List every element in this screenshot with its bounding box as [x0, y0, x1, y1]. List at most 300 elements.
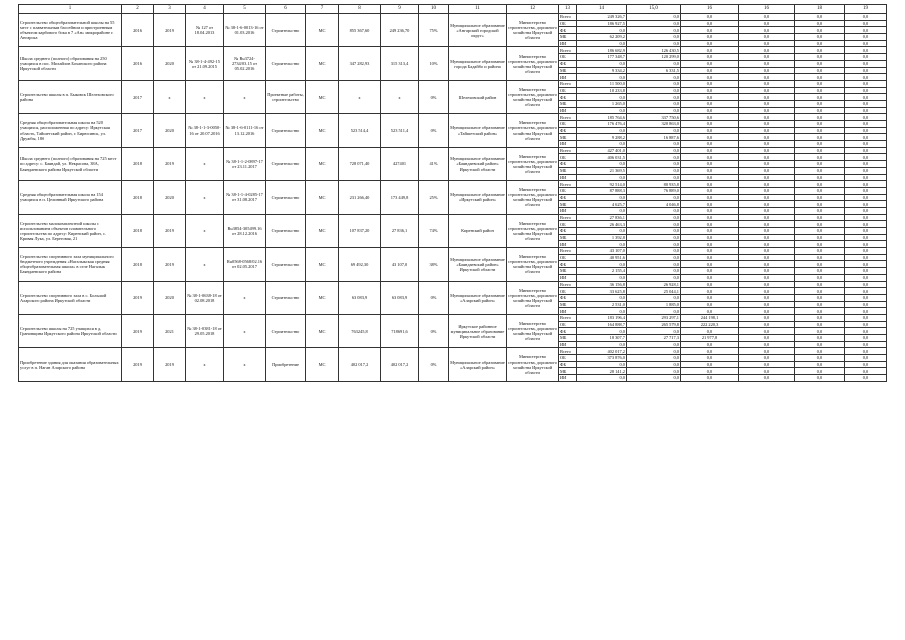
- document-page: [18, 4, 886, 382]
- project-name: Школа среднего (полного) образования на 725 мест по адресу: с. Баяндай, ул. Некрасова, 38А, Баяндаевского района Иркутской области: [19, 147, 122, 180]
- funding-value: 0,0: [795, 281, 845, 288]
- funding-value: 0,0: [795, 27, 845, 34]
- start-year: 2018: [122, 214, 154, 247]
- remaining-cost: х: [381, 80, 419, 113]
- funding-value: 0,0: [681, 207, 739, 214]
- funding-source: ФБ: [559, 228, 577, 235]
- funding-value: 0,0: [681, 174, 739, 181]
- building-permit: Ru3854-305499.16 от 28.12.2016: [224, 214, 266, 247]
- funding-value: 0,0: [681, 288, 739, 295]
- funding-value: 0,0: [845, 228, 887, 235]
- funding-value: 0,0: [845, 288, 887, 295]
- remaining-cost: 173 449,8: [381, 181, 419, 214]
- funding-value: 0,0: [681, 127, 739, 134]
- funding-value: 0,0: [681, 114, 739, 121]
- building-permit: № 38-1-6-0111-16 от 13.12.2016: [224, 114, 266, 147]
- funding-value: 28 141,2: [577, 368, 627, 375]
- funding-value: 0,0: [845, 361, 887, 368]
- funding-value: 0,0: [845, 254, 887, 261]
- funding-value: 0,0: [845, 94, 887, 101]
- customer-name: Муниципальное образование «Тайшетский район»: [449, 114, 507, 147]
- funding-value: 0,0: [627, 100, 681, 107]
- funding-source: ИИ: [559, 341, 577, 348]
- funding-value: 0,0: [681, 74, 739, 81]
- estimated-cost: 107 837,20: [339, 214, 381, 247]
- ownership: МС: [306, 47, 339, 80]
- funding-value: 0,0: [845, 134, 887, 141]
- funding-value: 0,0: [795, 141, 845, 148]
- funding-value: 1 885,0: [627, 301, 681, 308]
- funding-value: 0,0: [681, 361, 739, 368]
- funding-value: 0,0: [795, 107, 845, 114]
- building-permit: № 38-1-1-2-0897-17 от 23.11.2017: [224, 147, 266, 180]
- funding-value: 0,0: [627, 368, 681, 375]
- funding-value: 0,0: [681, 214, 739, 221]
- funding-value: 0,0: [739, 294, 795, 301]
- funding-value: 4 625,7: [577, 201, 627, 208]
- funding-value: 0,0: [739, 321, 795, 328]
- funding-value: 0,0: [739, 141, 795, 148]
- funding-source: МБ: [559, 234, 577, 241]
- remaining-cost: 427401: [381, 147, 419, 180]
- funding-value: 0,0: [681, 181, 739, 188]
- funding-value: 0,0: [627, 141, 681, 148]
- work-type: Строительство: [266, 14, 306, 47]
- funding-source: ОБ: [559, 54, 577, 61]
- column-number-row: [19, 5, 887, 14]
- funding-value: 0,0: [681, 54, 739, 61]
- funding-value: 0,0: [845, 141, 887, 148]
- funding-value: 177 348,7: [577, 54, 627, 61]
- expertise-doc: х: [186, 214, 224, 247]
- funding-value: 0,0: [577, 174, 627, 181]
- funding-value: 0,0: [795, 301, 845, 308]
- work-type: Приобретение: [266, 348, 306, 381]
- funding-value: 0,0: [739, 214, 795, 221]
- funding-value: 0,0: [795, 288, 845, 295]
- column-number-cell: 14: [577, 5, 627, 14]
- funding-value: 0,0: [845, 40, 887, 47]
- funding-value: 337 750,6: [627, 114, 681, 121]
- funding-value: 0,0: [627, 14, 681, 21]
- responsible-ministry: Министерство строительства, дорожного хозяйства Иркутской области: [507, 147, 559, 180]
- funding-value: 0,0: [795, 60, 845, 67]
- funding-source: ФБ: [559, 294, 577, 301]
- funding-value: 406 031,5: [577, 154, 627, 161]
- funding-value: 87 888,3: [577, 187, 627, 194]
- funding-value: 0,0: [739, 121, 795, 128]
- funding-value: 0,0: [739, 94, 795, 101]
- column-number-cell: 1: [19, 5, 122, 14]
- funding-value: 0,0: [845, 328, 887, 335]
- column-number-cell: 2: [122, 5, 154, 14]
- readiness-percent: 38%: [419, 248, 449, 281]
- funding-source: Всего: [559, 47, 577, 54]
- funding-value: 0,0: [627, 375, 681, 382]
- funding-value: 0,0: [739, 174, 795, 181]
- funding-value: 244 198,1: [681, 314, 739, 321]
- building-permit: № 38-1-1-4-0285-17 от 31.08.2017: [224, 181, 266, 214]
- responsible-ministry: Министерство строительства, дорожного хозяйства Иркутской области: [507, 80, 559, 113]
- funding-value: 0,0: [627, 248, 681, 255]
- end-year: 2019: [154, 14, 186, 47]
- funding-value: 402 017,2: [577, 348, 627, 355]
- building-permit: № Ru3724-2734/03.15 от 05.02.2016: [224, 47, 266, 80]
- ownership: МС: [306, 147, 339, 180]
- responsible-ministry: Министерство строительства, дорожного хозяйства Иркутской области: [507, 181, 559, 214]
- funding-value: 0,0: [627, 341, 681, 348]
- funding-value: 0,0: [845, 107, 887, 114]
- funding-source: Всего: [559, 147, 577, 154]
- funding-source: ФБ: [559, 194, 577, 201]
- remaining-cost: 402 017,2: [381, 348, 419, 381]
- estimated-cost: 763245,8: [339, 314, 381, 347]
- building-permit: х: [224, 348, 266, 381]
- project-name: Строительство малокомплектной школы с использованием объектов плавательного строительства по адресу: Киренский район, с. Кривая Лука, ул. Береговая, 21: [19, 214, 122, 247]
- funding-value: 0,0: [681, 228, 739, 235]
- table-row: [19, 47, 887, 54]
- project-name: Строительство спортивного зала в с. Большой Аларского района Иркутской области: [19, 281, 122, 314]
- funding-value: 0,0: [681, 94, 739, 101]
- customer-name: Муниципальное образование «Иркутский район»: [449, 181, 507, 214]
- funding-value: 0,0: [845, 294, 887, 301]
- funding-value: 0,0: [627, 355, 681, 362]
- project-name: Средняя общеобразовательная школа на 154 учащихся в п. Целинный Иркутского района: [19, 181, 122, 214]
- start-year: 2018: [122, 248, 154, 281]
- funding-value: 0,0: [845, 234, 887, 241]
- funding-value: 0,0: [739, 167, 795, 174]
- customer-name: Муниципальное образование «Баяндаевский район» Иркутской области: [449, 248, 507, 281]
- project-name: Строительство школы на 725 учащихся в д. Грановщина Иркутского района Иркутской области: [19, 314, 122, 347]
- funding-value: 0,0: [795, 181, 845, 188]
- funding-source: ОБ: [559, 187, 577, 194]
- responsible-ministry: Министерство строительства, дорожного хозяйства Иркутской области: [507, 114, 559, 147]
- funding-value: 0,0: [795, 87, 845, 94]
- funding-source: ОБ: [559, 121, 577, 128]
- funding-value: 0,0: [845, 321, 887, 328]
- expertise-doc: № 38-1-4-492-15 от 21.09.2015: [186, 47, 224, 80]
- funding-value: 0,0: [577, 228, 627, 235]
- end-year: 2019: [154, 348, 186, 381]
- funding-value: 0,0: [681, 261, 739, 268]
- funding-value: 0,0: [795, 127, 845, 134]
- funding-source: Всего: [559, 248, 577, 255]
- funding-value: 0,0: [845, 27, 887, 34]
- responsible-ministry: Министерство строительства, дорожного хозяйства Иркутской области: [507, 14, 559, 47]
- funding-value: 1 392,8: [577, 234, 627, 241]
- funding-value: 36 156,8: [577, 281, 627, 288]
- funding-value: 0,0: [627, 221, 681, 228]
- customer-name: Муниципальное образование города Бадайбо и района: [449, 47, 507, 80]
- readiness-percent: 74%: [419, 214, 449, 247]
- funding-source: ИИ: [559, 141, 577, 148]
- funding-value: 0,0: [681, 107, 739, 114]
- funding-source: МБ: [559, 67, 577, 74]
- funding-value: 80 935,8: [627, 181, 681, 188]
- funding-value: 0,0: [739, 234, 795, 241]
- table-row: [19, 248, 887, 255]
- funding-value: 0,0: [681, 254, 739, 261]
- funding-value: 0,0: [681, 167, 739, 174]
- funding-value: 0,0: [845, 174, 887, 181]
- funding-value: 0,0: [681, 27, 739, 34]
- funding-value: 0,0: [795, 241, 845, 248]
- funding-value: 0,0: [627, 147, 681, 154]
- funding-value: 0,0: [739, 268, 795, 275]
- funding-value: 0,0: [681, 268, 739, 275]
- remaining-cost: 523 511,4: [381, 114, 419, 147]
- table-row: [19, 214, 887, 221]
- column-number-cell: 7: [306, 5, 339, 14]
- funding-value: 164 888,7: [577, 321, 627, 328]
- column-number-cell: 13: [559, 5, 577, 14]
- funding-value: 0,0: [795, 80, 845, 87]
- funding-value: 0,0: [681, 161, 739, 168]
- funding-value: 0,0: [739, 201, 795, 208]
- funding-source: ОБ: [559, 254, 577, 261]
- expertise-doc: х: [186, 147, 224, 180]
- funding-value: 0,0: [845, 314, 887, 321]
- readiness-percent: 0%: [419, 80, 449, 113]
- funding-value: 0,0: [681, 348, 739, 355]
- ownership: МС: [306, 14, 339, 47]
- end-year: 2020: [154, 47, 186, 80]
- funding-value: 0,0: [795, 328, 845, 335]
- funding-source: ОБ: [559, 154, 577, 161]
- column-number-cell: 6: [266, 5, 306, 14]
- funding-value: 0,0: [739, 14, 795, 21]
- estimated-cost: 69 492,30: [339, 248, 381, 281]
- funding-value: 0,0: [681, 294, 739, 301]
- funding-value: 0,0: [795, 234, 845, 241]
- work-type: Строительство: [266, 281, 306, 314]
- funding-value: 0,0: [681, 187, 739, 194]
- funding-value: 0,0: [795, 228, 845, 235]
- remaining-cost: 315 313,4: [381, 47, 419, 80]
- building-permit: х: [224, 314, 266, 347]
- funding-value: 126 430,5: [627, 47, 681, 54]
- funding-value: 0,0: [739, 127, 795, 134]
- funding-source: МБ: [559, 34, 577, 41]
- ownership: МС: [306, 214, 339, 247]
- funding-value: 0,0: [795, 67, 845, 74]
- estimated-cost: 63 083,9: [339, 281, 381, 314]
- responsible-ministry: Министерство строительства, дорожного хозяйства Иркутской области: [507, 348, 559, 381]
- end-year: 2021: [154, 314, 186, 347]
- funding-value: 0,0: [577, 127, 627, 134]
- funding-value: 0,0: [845, 341, 887, 348]
- funding-value: 373 876,0: [577, 355, 627, 362]
- funding-value: 0,0: [739, 248, 795, 255]
- funding-value: 0,0: [627, 161, 681, 168]
- funding-value: 0,0: [845, 161, 887, 168]
- end-year: х: [154, 80, 186, 113]
- funding-value: 0,0: [739, 261, 795, 268]
- funding-value: 0,0: [795, 20, 845, 27]
- funding-value: 0,0: [739, 54, 795, 61]
- end-year: 2019: [154, 147, 186, 180]
- funding-value: 0,0: [577, 161, 627, 168]
- funding-value: 0,0: [845, 47, 887, 54]
- funding-value: 0,0: [739, 221, 795, 228]
- funding-value: 0,0: [795, 214, 845, 221]
- funding-value: 27 836,1: [577, 214, 627, 221]
- funding-value: 0,0: [795, 248, 845, 255]
- funding-value: 0,0: [627, 60, 681, 67]
- remaining-cost: 43 107,0: [381, 248, 419, 281]
- funding-value: 0,0: [739, 375, 795, 382]
- column-number-cell: 18: [795, 5, 845, 14]
- funding-value: 0,0: [681, 301, 739, 308]
- funding-source: ОБ: [559, 321, 577, 328]
- column-number-cell: 4: [186, 5, 224, 14]
- work-type: Проектные работы, строительство: [266, 80, 306, 113]
- funding-value: 0,0: [845, 54, 887, 61]
- funding-value: 0,0: [795, 94, 845, 101]
- funding-value: 76 889,0: [627, 187, 681, 194]
- funding-source: МБ: [559, 167, 577, 174]
- funding-value: 0,0: [577, 341, 627, 348]
- ownership: МС: [306, 114, 339, 147]
- funding-value: 9 288,2: [577, 134, 627, 141]
- building-permit: № 38-1-6-0013-16 от 01.03.2016: [224, 14, 266, 47]
- project-name: Строительство общеобразовательной школы на 55 мест с плавательным бассейном и пристроенным объектом карбового бока в 7 «Ан» микрорайоне г. Ангарска: [19, 14, 122, 47]
- funding-value: 0,0: [577, 60, 627, 67]
- responsible-ministry: Министерство строительства, дорожного хозяйства Иркутской области: [507, 281, 559, 314]
- readiness-percent: 0%: [419, 348, 449, 381]
- funding-source: МБ: [559, 368, 577, 375]
- column-number-cell: 16: [739, 5, 795, 14]
- funding-value: 0,0: [627, 207, 681, 214]
- funding-value: 0,0: [627, 274, 681, 281]
- funding-value: 0,0: [577, 328, 627, 335]
- funding-value: 0,0: [627, 74, 681, 81]
- funding-source: Всего: [559, 314, 577, 321]
- funding-source: Всего: [559, 114, 577, 121]
- funding-value: 0,0: [845, 201, 887, 208]
- funding-value: 0,0: [795, 174, 845, 181]
- funding-source: ФБ: [559, 127, 577, 134]
- column-number-cell: 5: [224, 5, 266, 14]
- project-name: Средняя общеобразовательная школа на 520 учащихся, расположенная по адресу: Иркутская область, Тайшетский район, г. Бирюсинск, ул. Дружбы, 18б: [19, 114, 122, 147]
- funding-value: 0,0: [845, 241, 887, 248]
- funding-value: 0,0: [739, 134, 795, 141]
- funding-value: 0,0: [577, 27, 627, 34]
- ownership: МС: [306, 248, 339, 281]
- funding-value: 0,0: [739, 60, 795, 67]
- work-type: Строительство: [266, 181, 306, 214]
- readiness-percent: 10%: [419, 47, 449, 80]
- funding-value: 0,0: [739, 100, 795, 107]
- funding-value: 0,0: [795, 314, 845, 321]
- funding-value: 0,0: [845, 74, 887, 81]
- end-year: 2020: [154, 181, 186, 214]
- funding-value: 0,0: [577, 74, 627, 81]
- funding-value: 0,0: [845, 100, 887, 107]
- customer-name: Муниципальное образование «Аларский район»: [449, 281, 507, 314]
- funding-value: 2 531,0: [577, 301, 627, 308]
- funding-value: 0,0: [739, 67, 795, 74]
- funding-source: ФБ: [559, 60, 577, 67]
- funding-value: 40 951,6: [577, 254, 627, 261]
- responsible-ministry: Министерство строительства, дорожного хозяйства Иркутской области: [507, 314, 559, 347]
- funding-value: 0,0: [577, 261, 627, 268]
- funding-value: 0,0: [681, 121, 739, 128]
- funding-value: 0,0: [577, 94, 627, 101]
- funding-value: 0,0: [795, 261, 845, 268]
- start-year: 2019: [122, 348, 154, 381]
- column-number-cell: 12: [507, 5, 559, 14]
- funding-value: 0,0: [845, 67, 887, 74]
- funding-source: Всего: [559, 80, 577, 87]
- funding-value: 0,0: [739, 147, 795, 154]
- funding-source: ИИ: [559, 174, 577, 181]
- funding-source: ИИ: [559, 274, 577, 281]
- funding-value: 0,0: [627, 194, 681, 201]
- funding-value: 0,0: [795, 368, 845, 375]
- table-row: [19, 147, 887, 154]
- funding-source: ОБ: [559, 221, 577, 228]
- funding-value: 0,0: [795, 161, 845, 168]
- start-year: 2016: [122, 14, 154, 47]
- funding-value: 0,0: [739, 228, 795, 235]
- funding-value: 0,0: [739, 114, 795, 121]
- end-year: 2019: [154, 214, 186, 247]
- funding-value: 0,0: [739, 361, 795, 368]
- funding-source: Всего: [559, 181, 577, 188]
- funding-value: 0,0: [739, 34, 795, 41]
- funding-value: 0,0: [845, 375, 887, 382]
- expertise-doc: № 38-1-0381-18 от 29.05.2018: [186, 314, 224, 347]
- funding-value: 0,0: [795, 47, 845, 54]
- funding-source: Всего: [559, 348, 577, 355]
- funding-value: 0,0: [795, 147, 845, 154]
- funding-value: 0,0: [845, 60, 887, 67]
- table-row: [19, 80, 887, 87]
- funding-value: 0,0: [627, 261, 681, 268]
- funding-value: 0,0: [627, 107, 681, 114]
- estimated-cost: 728 071,40: [339, 147, 381, 180]
- funding-value: 0,0: [681, 67, 739, 74]
- expertise-doc: № 127 от 18.04.2013: [186, 14, 224, 47]
- funding-source: ИИ: [559, 375, 577, 382]
- expertise-doc: х: [186, 80, 224, 113]
- expertise-doc: х: [186, 248, 224, 281]
- funding-value: 0,0: [681, 141, 739, 148]
- funding-value: 0,0: [577, 207, 627, 214]
- funding-source: ОБ: [559, 20, 577, 27]
- customer-name: Муниципальное образование «Аларский район»: [449, 348, 507, 381]
- funding-value: 320 863,0: [627, 121, 681, 128]
- funding-value: 0,0: [681, 248, 739, 255]
- funding-value: 0,0: [739, 187, 795, 194]
- funding-source: ОБ: [559, 288, 577, 295]
- customer-name: Муниципальное образование «Ангарский городской округ»: [449, 14, 507, 47]
- funding-value: 0,0: [795, 14, 845, 21]
- funding-value: 0,0: [739, 301, 795, 308]
- funding-value: 21 977,8: [681, 335, 739, 342]
- funding-value: 222 220,3: [681, 321, 739, 328]
- funding-value: 1 265,0: [577, 100, 627, 107]
- funding-value: 0,0: [739, 274, 795, 281]
- funding-value: 0,0: [627, 214, 681, 221]
- ownership: МС: [306, 80, 339, 113]
- funding-value: 0,0: [795, 321, 845, 328]
- readiness-percent: 0%: [419, 314, 449, 347]
- building-permit: х: [224, 281, 266, 314]
- funding-value: 0,0: [577, 241, 627, 248]
- funding-value: 0,0: [681, 375, 739, 382]
